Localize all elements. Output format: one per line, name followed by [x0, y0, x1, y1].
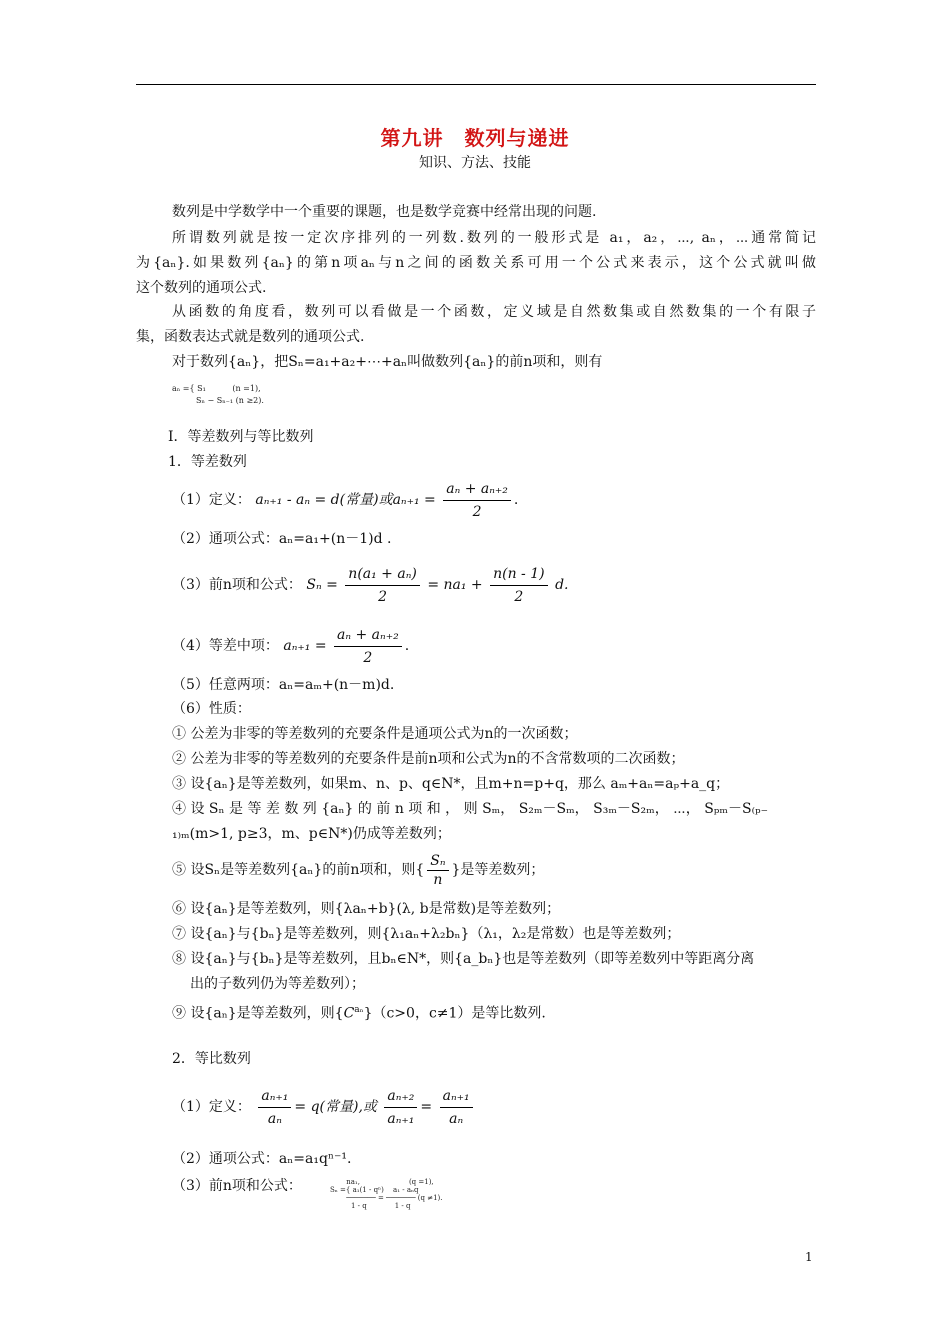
arith-sum: [172, 560, 852, 610]
sum-num-1: n(a₁ + aₙ): [345, 563, 420, 586]
prop-5-num: Sₙ: [427, 852, 448, 871]
prop-9-text-a: ⑨ 设{aₙ}是等差数列，则{: [172, 1005, 344, 1022]
prop-5-fraction: [427, 852, 448, 889]
mid-fraction: [334, 624, 402, 669]
def-label: （1）定义：: [172, 492, 251, 508]
geo-frac-1: [258, 1085, 291, 1130]
sum-num-2: n(n - 1): [490, 563, 548, 586]
geo-def-mid: = q(常量),或: [294, 1099, 377, 1115]
intro-p3b: 集，函数表达式就是数列的通项公式.: [136, 329, 365, 345]
intro-p4: 对于数列{aₙ}，把Sₙ=a₁+a₂+⋯+aₙ叫做数列{aₙ}的前n项和，则有: [172, 354, 603, 370]
prop-1: ① 公差为非零的等差数列的充要条件是通项公式为n的一次函数；: [172, 726, 578, 742]
sum-den-1: 2: [378, 588, 388, 605]
prop-6: ⑥ 设{aₙ}是等差数列，则{λaₙ+b}(λ, b是常数)是等差数列；: [172, 901, 561, 917]
sum-frac-2: [490, 563, 548, 608]
page-number: 1: [805, 1250, 813, 1264]
prop-5-text-b: }是等差数列；: [451, 862, 545, 878]
sum-label: （3）前n项和公式：: [172, 577, 302, 593]
sum-frac-1: [345, 563, 420, 608]
geo-sum-label: （3）前n项和公式：: [172, 1178, 302, 1194]
piecewise-line-2: Sₙ − Sₙ₋₁ (n ≥2).: [172, 396, 264, 405]
prop-4a: ④ 设 Sₙ 是 等 差 数 列 {aₙ} 的 前 n 项 和 ， 则 Sₘ， S₂ₘ－Sₘ， S₃ₘ－S₂ₘ， ⋯， Sₚₘ－S₍ₚ₋: [172, 801, 768, 817]
mid-lhs: aₙ₊₁ =: [283, 638, 327, 654]
intro-p1: 数列是中学数学中一个重要的课题，也是数学竞赛中经常出现的问题.: [172, 204, 597, 220]
arith-middle: [172, 622, 852, 670]
section1-heading: I．等差数列与等比数列: [168, 429, 314, 445]
intro-p2a: 所谓数列就是按一定次序排列的一列数.数列的一般形式是 a₁，a₂，⋯, aₙ，⋯通常简记: [172, 230, 816, 246]
geo-definition: [172, 1082, 852, 1132]
sum-den-2: 2: [514, 588, 524, 605]
def-math: aₙ₊₁ - aₙ = d(常量)或aₙ₊₁ =: [255, 492, 436, 508]
geo-num-3: aₙ₊₁: [440, 1085, 473, 1108]
intro-p3a: 从函数的角度看，数列可以看做是一个函数，定义域是自然数集或自然数集的一个有限子: [172, 304, 816, 320]
sum-end: d.: [555, 577, 569, 593]
def-fraction: [443, 478, 511, 523]
prop-4b: ₁₎ₘ(m>1, p≥3，m、p∈N*)仍成等差数列；: [172, 826, 451, 842]
prop-2: ② 公差为非零的等差数列的充要条件是前n项和公式为n的不含常数项的二次函数；: [172, 751, 685, 767]
mid-num: aₙ + aₙ₊₂: [334, 624, 402, 647]
geo-frac-2: [384, 1085, 417, 1130]
geo-num-1: aₙ₊₁: [258, 1085, 291, 1108]
sum-lhs: Sₙ =: [306, 577, 338, 593]
prop-5-text-a: ⑤ 设Sₙ是等差数列{aₙ}的前n项和，则{: [172, 862, 425, 878]
mid-label: （4）等差中项：: [172, 638, 279, 654]
geo-den-1: aₙ: [267, 1110, 282, 1127]
section2-sub2: 2．等比数列: [172, 1051, 251, 1067]
geo-den-2: aₙ₊₁: [387, 1110, 415, 1127]
intro-p2c: 这个数列的通项公式.: [136, 280, 267, 296]
geo-sum-line-3: ─────── = ─────── (q ≠1).: [330, 1194, 443, 1202]
def-end: .: [513, 492, 519, 508]
section1-sub1: 1．等差数列: [168, 454, 247, 470]
prop-3: ③ 设{aₙ}是等差数列，如果m、n、p、q∈N*，且m+n=p+q，那么 aₘ+aₙ=aₚ+a_q；: [172, 776, 730, 792]
geo-sum-line-4: 1 - q 1 - q: [330, 1202, 411, 1210]
geo-sum-line-1: na₁, (q =1),: [330, 1178, 434, 1186]
piecewise-line-1: aₙ ={ S₁ (n =1),: [172, 384, 261, 393]
geo-frac-3: [440, 1085, 473, 1130]
geo-sum-line-2: Sₙ ={ a₁(1 - qⁿ) a₁ - aₙq: [330, 1186, 419, 1194]
prop-5: [172, 850, 852, 890]
mid-den: 2: [363, 649, 373, 666]
geo-num-2: aₙ₊₂: [384, 1085, 417, 1108]
geo-general: （2）通项公式：aₙ=a₁qⁿ⁻¹.: [172, 1151, 352, 1167]
geo-def-eq: =: [420, 1099, 433, 1115]
geo-den-3: aₙ: [449, 1110, 464, 1127]
def-num: aₙ + aₙ₊₂: [443, 478, 511, 501]
intro-p2b: 为{aₙ}.如果数列{aₙ}的第n项aₙ与n之间的函数关系可用一个公式来表示，这个公式就叫做: [136, 255, 816, 271]
prop-5-den: n: [433, 871, 443, 888]
sum-mid: = na₁ +: [427, 577, 483, 593]
prop-9-text-b: }（c>0，c≠1）是等比数列.: [363, 1005, 546, 1022]
prop-8a: ⑧ 设{aₙ}与{bₙ}是等差数列，且bₙ∈N*，则{a_bₙ}也是等差数列（即等差数列中等距离分离: [172, 951, 755, 967]
prop-7: ⑦ 设{aₙ}与{bₙ}是等差数列，则{λ₁aₙ+λ₂bₙ}（λ₁，λ₂是常数）也是等差数列；: [172, 926, 681, 942]
mid-end: .: [404, 638, 410, 654]
geo-def-label: （1）定义：: [172, 1099, 251, 1115]
arith-general: （2）通项公式：aₙ=a₁+(n－1)d .: [172, 531, 392, 547]
page-subtitle: 知识、方法、技能: [419, 155, 531, 171]
arith-props: （6）性质：: [172, 701, 251, 717]
arith-any-two: （5）任意两项：aₙ=aₘ+(n－m)d.: [172, 677, 395, 693]
prop-9: [172, 998, 852, 1026]
header-rule: [136, 84, 816, 85]
prop-9-exp: aₙ: [354, 1005, 364, 1015]
page-title: 第九讲 数列与递进: [380, 126, 570, 150]
prop-8b: 出的子数列仍为等差数列）；: [190, 976, 365, 992]
arith-definition: [172, 476, 852, 524]
prop-9-base: C: [343, 1005, 355, 1022]
def-den: 2: [472, 503, 482, 520]
